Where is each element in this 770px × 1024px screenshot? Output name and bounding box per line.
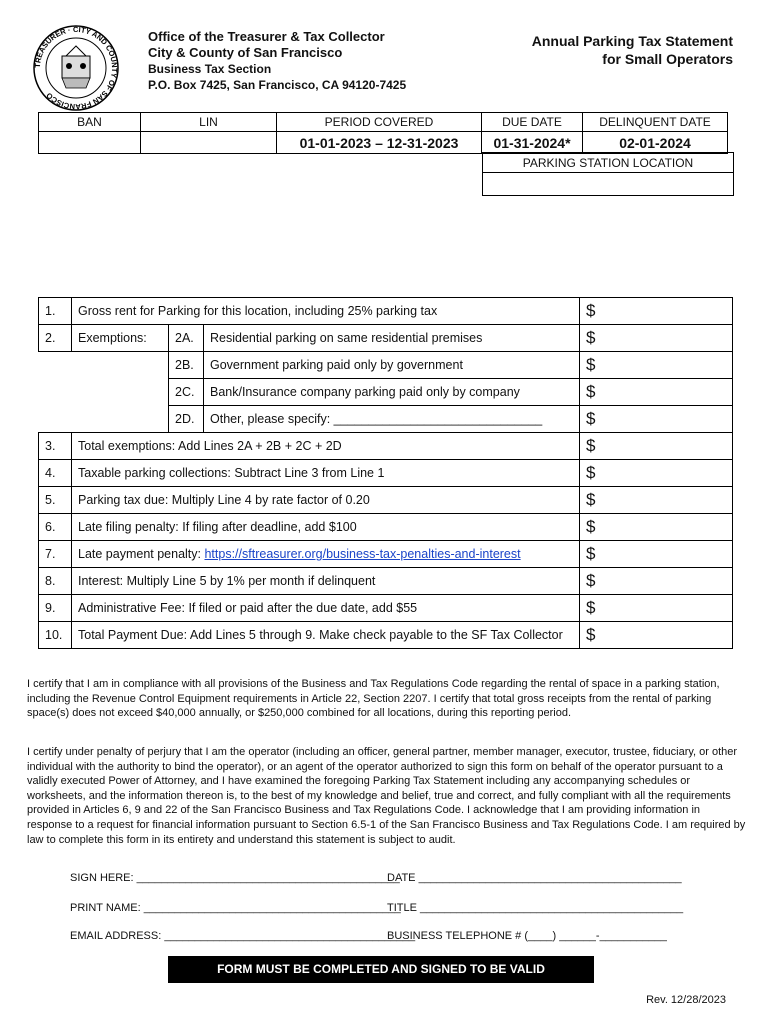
amount-field[interactable]: $ — [580, 568, 733, 595]
line-text: Interest: Multiply Line 5 by 1% per month if delinquent — [72, 568, 580, 595]
line-7 — [39, 541, 733, 568]
line-2d — [39, 406, 733, 433]
date-field[interactable]: DATE ___________________________________________ — [387, 872, 682, 884]
line-7-label: Late payment penalty: — [78, 547, 205, 561]
header-table — [38, 112, 728, 154]
email-field[interactable]: EMAIL ADDRESS: _________________________________________ — [70, 930, 416, 942]
line-number: 8. — [39, 568, 72, 595]
due-value: 01-31-2024* — [482, 132, 583, 154]
certification-paragraph-2: I certify under penalty of perjury that I am the operator (including an officer, general partner, member manager, executor, trustee, fiduciary, or other individual with the authority to bind the operator), or an agent of the operator authorized to sign this form on behalf of the operator pursuant to a validly executed Power of Attorney, and I have examined the foregoing Parking Tax Statement including any accompanying schedules or worksheets, and the information thereon is, to the best of my knowledge and belief, true and correct, and fully compliant with all the requirements provided in Articles 6, 9 and 22 of the San Francisco Business and Tax Regulations Code. I acknowledge that I am providing information in response to a request for financial information pursuant to Section 6.5-1 of the San Francisco Business and Tax Regulations Code. I am required by law to complete this form in its entirety and understand this statement is subject to audit. — [27, 746, 746, 846]
line-6 — [39, 514, 733, 541]
amount-field[interactable]: $ — [580, 541, 733, 568]
print-name-field[interactable]: PRINT NAME: __________________________________________ — [70, 902, 401, 914]
line-text: Other, please specify: ______________________________ — [204, 406, 580, 433]
line-text: Government parking paid only by government — [204, 352, 580, 379]
amount-field[interactable]: $ — [580, 514, 733, 541]
line-number: 4. — [39, 460, 72, 487]
line-text: Parking tax due: Multiply Line 4 by rate factor of 0.20 — [72, 487, 580, 514]
line-number: 9. — [39, 595, 72, 622]
delinquent-value: 02-01-2024 — [583, 132, 728, 154]
line-text: Total Payment Due: Add Lines 5 through 9. Make check payable to the SF Tax Collector — [72, 622, 580, 649]
line-number: 6. — [39, 514, 72, 541]
lines-table — [38, 297, 733, 649]
line-number: 1. — [39, 298, 72, 325]
line-text: Gross rent for Parking for this location, including 25% parking tax — [72, 298, 580, 325]
line-5 — [39, 487, 733, 514]
phone-field[interactable]: BUSINESS TELEPHONE # (____) ______-___________ — [387, 930, 667, 942]
ban-label: BAN — [39, 113, 141, 132]
city-seal-logo — [32, 24, 120, 112]
amount-field[interactable]: $ — [580, 379, 733, 406]
line-4 — [39, 460, 733, 487]
lin-label: LIN — [141, 113, 277, 132]
line-10 — [39, 622, 733, 649]
certification-paragraph-1: I certify that I am in compliance with all provisions of the Business and Tax Regulations Code regarding the rental of space in a parking station, including the Revenue Control Equipment requirements in Article 22, Section 2207. I certify that total gross receipts from the rental of parking space(s) does not exceed $40,000 annually, or $250,000 combined for all locations, during this reporting period. — [27, 678, 720, 720]
line-text: Taxable parking collections: Subtract Line 3 from Line 1 — [72, 460, 580, 487]
sub-code: 2B. — [169, 352, 204, 379]
line-number: 10. — [39, 622, 72, 649]
line-text: Bank/Insurance company parking paid only by company — [204, 379, 580, 406]
line-number: 2. — [39, 325, 72, 352]
amount-field[interactable]: $ — [580, 406, 733, 433]
svg-text:TREASURER · CITY AND COUNTY OF: TREASURER · CITY AND COUNTY OF SAN FRANCISCO — [32, 24, 120, 112]
location-field[interactable] — [482, 172, 734, 196]
lin-field[interactable] — [141, 132, 277, 154]
line-text: Exemptions: — [72, 325, 169, 352]
line-2a — [39, 325, 733, 352]
amount-field[interactable]: $ — [580, 325, 733, 352]
sub-code: 2A. — [169, 325, 204, 352]
form-title-line1: Annual Parking Tax Statement — [531, 33, 733, 49]
amount-field[interactable]: $ — [580, 298, 733, 325]
amount-field[interactable]: $ — [580, 595, 733, 622]
office-address: P.O. Box 7425, San Francisco, CA 94120-7425 — [148, 78, 407, 92]
form-title-line2: for Small Operators — [602, 51, 733, 67]
line-text: Residential parking on same residential premises — [204, 325, 580, 352]
line-2b — [39, 352, 733, 379]
sub-code: 2D. — [169, 406, 204, 433]
amount-field[interactable]: $ — [580, 622, 733, 649]
title-field[interactable]: TITLE ___________________________________________ — [387, 902, 684, 914]
form-title — [532, 32, 733, 68]
office-header — [148, 29, 406, 93]
amount-field[interactable]: $ — [580, 487, 733, 514]
office-city: City & County of San Francisco — [148, 45, 343, 60]
penalties-link[interactable]: https://sftreasurer.org/business-tax-penalties-and-interest — [204, 547, 521, 561]
amount-field[interactable]: $ — [580, 433, 733, 460]
line-text — [72, 541, 580, 568]
location-label: PARKING STATION LOCATION — [482, 152, 734, 173]
amount-field[interactable]: $ — [580, 352, 733, 379]
line-8 — [39, 568, 733, 595]
line-number: 7. — [39, 541, 72, 568]
due-label: DUE DATE — [482, 113, 583, 132]
line-number: 3. — [39, 433, 72, 460]
amount-field[interactable]: $ — [580, 460, 733, 487]
delinquent-label: DELINQUENT DATE — [583, 113, 728, 132]
ban-field[interactable] — [39, 132, 141, 154]
line-text: Administrative Fee: If filed or paid after the due date, add $55 — [72, 595, 580, 622]
sub-code: 2C. — [169, 379, 204, 406]
line-3 — [39, 433, 733, 460]
line-text: Total exemptions: Add Lines 2A + 2B + 2C + 2D — [72, 433, 580, 460]
period-label: PERIOD COVERED — [277, 113, 482, 132]
line-1 — [39, 298, 733, 325]
office-name: Office of the Treasurer & Tax Collector — [148, 29, 385, 44]
validity-banner: FORM MUST BE COMPLETED AND SIGNED TO BE VALID — [168, 956, 594, 983]
revision-date: Rev. 12/28/2023 — [646, 994, 726, 1006]
line-2c — [39, 379, 733, 406]
line-text: Late filing penalty: If filing after deadline, add $100 — [72, 514, 580, 541]
line-number: 5. — [39, 487, 72, 514]
office-section: Business Tax Section — [148, 62, 272, 76]
line-9 — [39, 595, 733, 622]
period-value: 01-01-2023 – 12-31-2023 — [277, 132, 482, 154]
sign-here-field[interactable]: SIGN HERE: ___________________________________________ — [70, 872, 400, 884]
